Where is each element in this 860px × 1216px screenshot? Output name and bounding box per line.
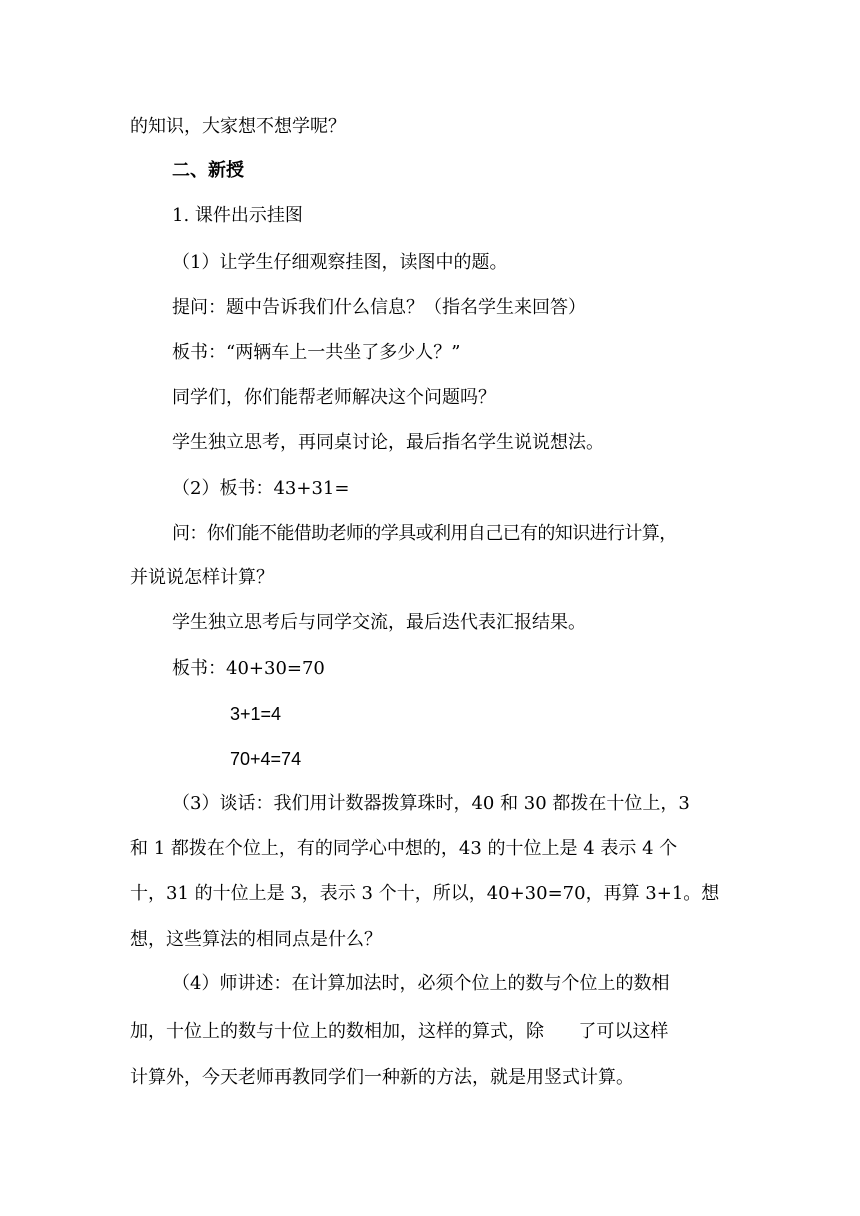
step-4-line-c: 计算外，今天老师再教同学们一种新的方法，就是用竖式计算。 <box>130 1067 634 1088</box>
intro-end-line: 的知识，大家想不想学呢？ <box>130 116 346 137</box>
board-2-line-b: 3+1=4 <box>230 704 282 724</box>
board-2-line-c: 70+4=74 <box>230 749 302 769</box>
step-3-line-a: （3）谈话：我们用计数器拨算珠时，40 和 30 都拨在十位上，3 <box>172 793 690 814</box>
step-3-line-d: 想，这些算法的相同点是什么？ <box>130 929 382 950</box>
step-4-line-a: （4）师讲述：在计算加法时，必须个位上的数与个位上的数相 <box>172 973 670 994</box>
activity-2-line: 学生独立思考后与同学交流，最后迭代表汇报结果。 <box>172 612 586 633</box>
step-4-line-b: 加，十位上的数与十位上的数相加，这样的算式，除 了可以这样 <box>130 1021 669 1042</box>
question-2-line-b: 并说说怎样计算？ <box>130 567 274 588</box>
board-2-line-a: 板书：40+30=70 <box>172 658 325 679</box>
section-heading: 二、新授 <box>172 160 244 181</box>
question-2-line-a: 问：你们能不能借助老师的学具或利用自己已有的知识进行计算， <box>172 523 677 544</box>
item-1-line: 1. 课件出示挂图 <box>172 205 303 226</box>
step-3-line-b: 和 1 都拨在个位上，有的同学心中想的，43 的十位上是 4 表示 4 个 <box>130 838 678 859</box>
step-2-line: （2）板书：43+31= <box>172 478 350 499</box>
activity-1-line: 学生独立思考，再同桌讨论，最后指名学生说说想法。 <box>172 432 604 453</box>
step-1-line: （1）让学生仔细观察挂图，读图中的题。 <box>172 252 508 273</box>
question-1-line: 提问：题中告诉我们什么信息？（指名学生来回答） <box>172 297 586 318</box>
prompt-1-line: 同学们，你们能帮老师解决这个问题吗？ <box>172 387 496 408</box>
step-3-line-c: 十，31 的十位上是 3，表示 3 个十，所以，40+30=70，再算 3+1。想 <box>130 883 720 904</box>
board-1-line: 板书：“两辆车上一共坐了多少人？” <box>172 342 461 363</box>
